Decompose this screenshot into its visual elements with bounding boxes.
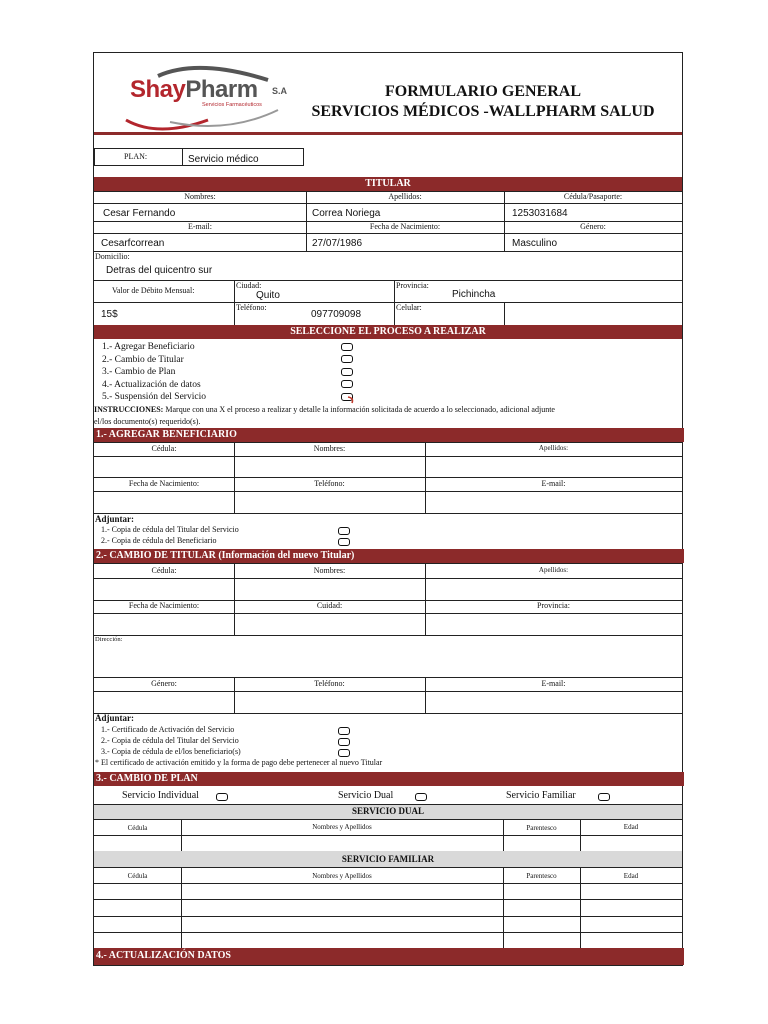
titular-celular-label: Celular: bbox=[396, 303, 422, 312]
cambio-titular-note: * El certificado de activación emitido y la forma de pago debe pertenecer al nuevo Titular bbox=[95, 758, 383, 767]
familiar-col-edad: Edad bbox=[623, 872, 639, 880]
titular-genero-label: Género: bbox=[580, 222, 606, 231]
agregar-email-input[interactable] bbox=[426, 492, 681, 512]
plan-option-individual: Servicio Individual bbox=[122, 790, 199, 801]
titular-nacimiento-field[interactable]: 27/07/1986 bbox=[312, 238, 363, 249]
titular-nuevo-email-input[interactable] bbox=[426, 692, 681, 712]
proceso-checkbox-4[interactable] bbox=[341, 380, 353, 388]
titular-nacimiento-label: Fecha de Nacimiento: bbox=[369, 222, 441, 231]
agregar-telefono-input[interactable] bbox=[235, 492, 424, 512]
instructions-text: Marque con una X el proceso a realizar y detalle la información solicitada de acuerdo a lo seleccionado, adicional adjunte bbox=[163, 405, 555, 414]
titular-nuevo-direccion-input[interactable] bbox=[95, 645, 681, 676]
header-divider bbox=[94, 132, 682, 135]
instructions-line1 bbox=[94, 405, 555, 415]
titular-nuevo-genero-label: Género: bbox=[151, 679, 177, 688]
instructions-line2: el/los documento(s) requerido(s). bbox=[94, 417, 201, 426]
titular-nuevo-email-label: E-mail: bbox=[541, 679, 566, 688]
proceso-option-1: 1.- Agregar Beneficiario bbox=[102, 342, 195, 352]
cambio-titular-doc-3: 3.- Copia de cédula de el/los beneficiario(s) bbox=[101, 747, 241, 756]
titular-nuevo-direccion-label: Dirección: bbox=[95, 636, 123, 643]
plan-option-individual-checkbox[interactable] bbox=[216, 793, 228, 801]
titular-telefono-label: Teléfono: bbox=[236, 303, 267, 312]
titular-nuevo-cedula-input[interactable] bbox=[95, 579, 233, 599]
agregar-nacimiento-input[interactable] bbox=[95, 492, 233, 512]
agregar-nombres-label: Nombres: bbox=[313, 444, 346, 453]
titular-nuevo-genero-input[interactable] bbox=[95, 692, 233, 712]
titular-cedula-field[interactable]: 1253031684 bbox=[512, 208, 568, 219]
proceso-checkbox-2[interactable] bbox=[341, 355, 353, 363]
titular-nuevo-telefono-input[interactable] bbox=[235, 692, 424, 712]
dual-row-input[interactable] bbox=[95, 836, 681, 850]
cambio-titular-doc-1: 1.- Certificado de Activación del Servicio bbox=[101, 725, 235, 734]
titular-genero-field[interactable]: Masculino bbox=[512, 238, 558, 249]
actualizacion-heading: 4.- ACTUALIZACIÓN DATOS bbox=[94, 948, 684, 965]
logo-suffix: S.A bbox=[272, 86, 288, 96]
titular-nuevo-apellidos-label: Apellidos: bbox=[538, 566, 569, 574]
proceso-heading: SELECCIONE EL PROCESO A REALIZAR bbox=[94, 325, 682, 339]
titular-ciudad-label: Ciudad: bbox=[236, 281, 262, 290]
titular-debito-field[interactable]: 15$ bbox=[101, 309, 118, 320]
titular-nuevo-nombres-input[interactable] bbox=[235, 579, 424, 599]
titular-provincia-field[interactable]: Pichincha bbox=[452, 289, 496, 300]
titular-nuevo-apellidos-input[interactable] bbox=[426, 579, 681, 599]
familiar-col-nombres: Nombres y Apellidos bbox=[312, 872, 372, 880]
plan-value[interactable]: Servicio médico bbox=[188, 154, 259, 165]
familiar-row-input-3[interactable] bbox=[95, 917, 681, 931]
titular-nuevo-nombres-label: Nombres: bbox=[313, 566, 346, 575]
agregar-adjuntar-label: Adjuntar: bbox=[95, 514, 135, 524]
agregar-doc-1-checkbox[interactable] bbox=[338, 527, 350, 535]
proceso-checkbox-3[interactable] bbox=[341, 368, 353, 376]
titular-nuevo-ciudad-input[interactable] bbox=[235, 614, 424, 634]
checkmark-icon bbox=[346, 392, 358, 404]
titular-provincia-label: Provincia: bbox=[396, 281, 429, 290]
titular-domicilio-field[interactable]: Detras del quicentro sur bbox=[106, 265, 213, 276]
form-title: FORMULARIO GENERAL bbox=[384, 83, 581, 100]
form-subtitle: SERVICIOS MÉDICOS -WALLPHARM SALUD bbox=[311, 103, 655, 120]
titular-nuevo-ciudad-label: Cuidad: bbox=[316, 601, 343, 610]
cambio-titular-doc-3-checkbox[interactable] bbox=[338, 749, 350, 757]
familiar-col-parentesco: Parentesco bbox=[526, 872, 557, 880]
dual-col-edad: Edad bbox=[623, 823, 639, 831]
logo-tagline: Servicios Farmacéuticos bbox=[202, 102, 262, 108]
cambio-titular-doc-2: 2.- Copia de cédula del Titular del Servicio bbox=[101, 736, 239, 745]
cambio-titular-doc-2-checkbox[interactable] bbox=[338, 738, 350, 746]
instructions-bold: INSTRUCCIONES: bbox=[94, 405, 164, 414]
proceso-option-5: 5.- Suspensión del Servicio bbox=[102, 392, 206, 402]
titular-nuevo-provincia-input[interactable] bbox=[426, 614, 681, 634]
plan-label: PLAN: bbox=[124, 152, 148, 161]
agregar-doc-2: 2.- Copia de cédula del Beneficiario bbox=[101, 536, 217, 545]
logo bbox=[118, 62, 298, 132]
proceso-option-2: 2.- Cambio de Titular bbox=[102, 355, 184, 365]
proceso-checkbox-1[interactable] bbox=[341, 343, 353, 351]
plan-option-familiar: Servicio Familiar bbox=[506, 790, 576, 801]
familiar-row-input-4[interactable] bbox=[95, 933, 681, 947]
agregar-apellidos-label: Apellidos: bbox=[538, 444, 569, 452]
agregar-heading: 1.- AGREGAR BENEFICIARIO bbox=[94, 428, 684, 442]
titular-heading: TITULAR bbox=[94, 177, 682, 191]
agregar-apellidos-input[interactable] bbox=[426, 457, 681, 476]
cambio-titular-adjuntar-label: Adjuntar: bbox=[95, 713, 135, 723]
cambio-plan-heading: 3.- CAMBIO DE PLAN bbox=[94, 772, 684, 786]
agregar-email-label: E-mail: bbox=[541, 479, 566, 488]
titular-apellidos-field[interactable]: Correa Noriega bbox=[312, 208, 381, 219]
dual-col-cedula: Cédula bbox=[127, 824, 148, 832]
logo-word-shay: Shay bbox=[130, 76, 186, 103]
titular-nombres-field[interactable]: Cesar Fernando bbox=[103, 208, 176, 219]
agregar-telefono-label: Teléfono: bbox=[314, 479, 345, 488]
servicio-dual-heading: SERVICIO DUAL bbox=[352, 806, 424, 816]
dual-col-nombres: Nombres y Apellidos bbox=[312, 823, 372, 831]
logo-word-pharm: Pharm bbox=[185, 76, 258, 103]
titular-email-label: E-mail: bbox=[188, 222, 212, 231]
titular-cedula-label: Cédula/Pasaporte: bbox=[563, 192, 623, 201]
cambio-titular-heading: 2.- CAMBIO DE TITULAR (Información del nuevo Titular) bbox=[94, 549, 684, 563]
cambio-titular-doc-1-checkbox[interactable] bbox=[338, 727, 350, 735]
familiar-row-input-1[interactable] bbox=[95, 884, 681, 898]
titular-nuevo-cedula-label: Cédula: bbox=[151, 566, 177, 575]
familiar-col-cedula: Cédula bbox=[127, 872, 148, 880]
proceso-option-4: 4.- Actualización de datos bbox=[102, 380, 201, 390]
dual-col-parentesco: Parentesco bbox=[526, 824, 557, 832]
servicio-familiar-heading: SERVICIO FAMILIAR bbox=[341, 854, 435, 864]
titular-apellidos-label: Apellidos: bbox=[388, 192, 422, 201]
agregar-doc-1: 1.- Copia de cédula del Titular del Servicio bbox=[101, 525, 239, 534]
titular-nuevo-nacimiento-label: Fecha de Nacimiento: bbox=[128, 601, 200, 610]
proceso-option-3: 3.- Cambio de Plan bbox=[102, 367, 176, 377]
titular-nombres-label: Nombres: bbox=[184, 192, 216, 201]
titular-nuevo-provincia-label: Provincia: bbox=[537, 601, 570, 610]
titular-email-field[interactable]: Cesarfcorrean bbox=[101, 238, 165, 249]
titular-domicilio-label: Domicilio: bbox=[95, 252, 130, 261]
plan-option-dual-checkbox[interactable] bbox=[415, 793, 427, 801]
agregar-cedula-label: Cédula: bbox=[151, 444, 177, 453]
plan-option-dual: Servicio Dual bbox=[338, 790, 394, 801]
agregar-nacimiento-label: Fecha de Nacimiento: bbox=[128, 479, 200, 488]
agregar-cedula-input[interactable] bbox=[95, 457, 233, 476]
titular-ciudad-field[interactable]: Quito bbox=[256, 290, 280, 301]
titular-telefono-field[interactable]: 097709098 bbox=[311, 309, 362, 320]
plan-option-familiar-checkbox[interactable] bbox=[598, 793, 610, 801]
agregar-doc-2-checkbox[interactable] bbox=[338, 538, 350, 546]
titular-nuevo-nacimiento-input[interactable] bbox=[95, 614, 233, 634]
titular-nuevo-telefono-label: Teléfono: bbox=[314, 679, 345, 688]
familiar-row-input-2[interactable] bbox=[95, 900, 681, 915]
titular-debito-label: Valor de Débito Mensual: bbox=[112, 286, 195, 295]
agregar-nombres-input[interactable] bbox=[235, 457, 424, 476]
